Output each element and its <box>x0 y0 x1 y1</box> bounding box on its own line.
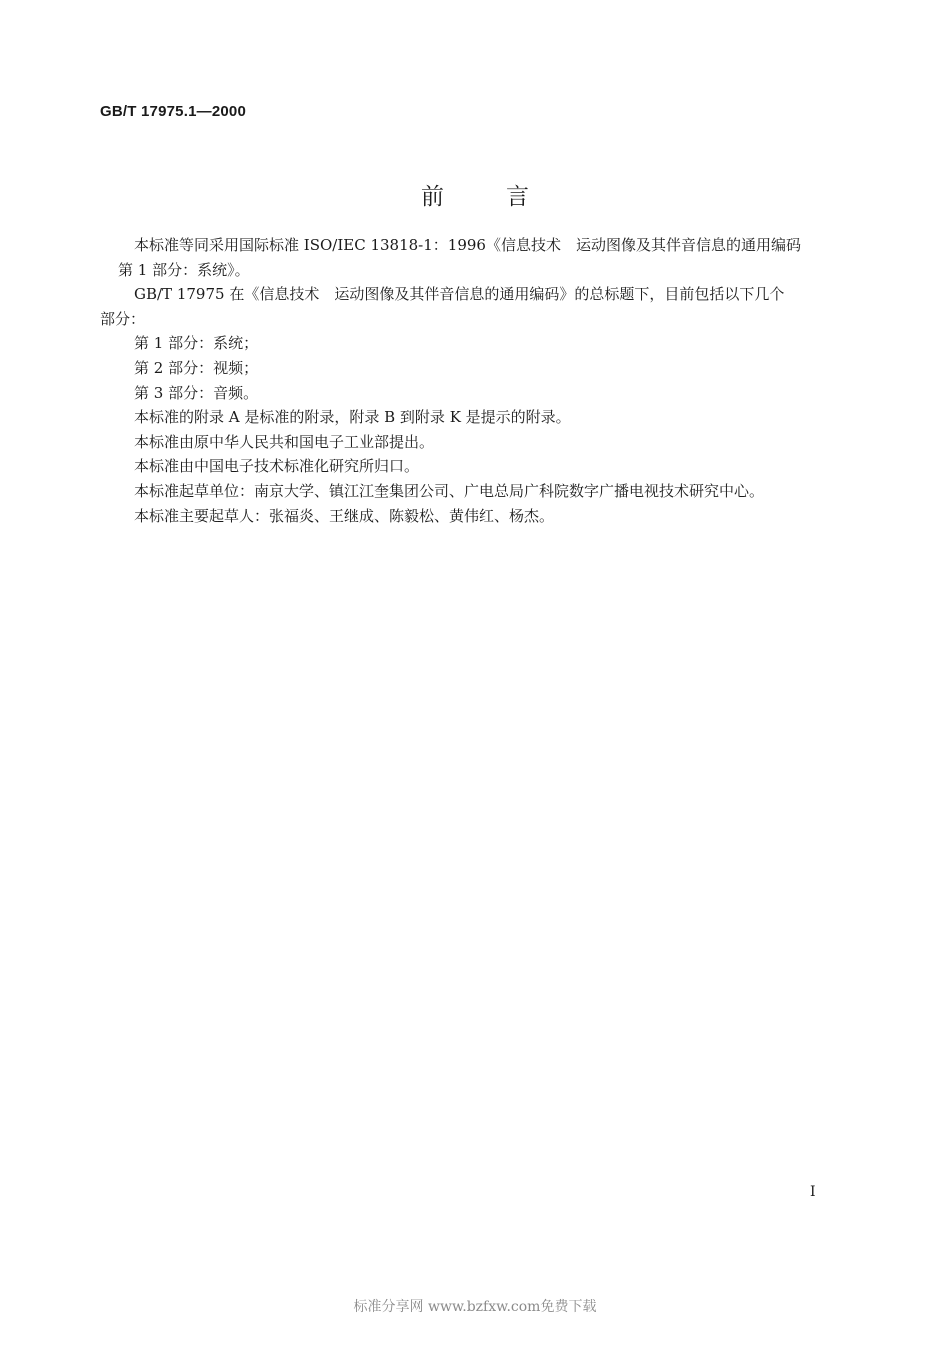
foreword-body <box>100 233 840 528</box>
paragraph-drafting-units: 本标准起草单位：南京大学、镇江江奎集团公司、广电总局广科院数字广播电视技术研究中心。 <box>134 481 765 500</box>
paragraph-adoption <box>100 233 840 282</box>
paragraph-adoption-line2: 第 1 部分：系统》。 <box>118 260 250 279</box>
paragraph-annexes: 本标准的附录 A 是标准的附录，附录 B 到附录 K 是提示的附录。 <box>134 408 571 427</box>
page-title: 前言 <box>421 184 591 210</box>
paragraph-adoption-line1: 本标准等同采用国际标准 ISO/IEC 13818-1：1996《信息技术 运动图像及其伴音信息的通用编码 <box>134 236 801 254</box>
paragraph-series-line2: 部分： <box>100 309 146 328</box>
paragraph-series-line1: GB/T 17975 在《信息技术 运动图像及其伴音信息的通用编码》的总标题下，目前包括以下几个 <box>134 285 785 304</box>
page-number: I <box>810 1184 816 1200</box>
paragraph-proposer: 本标准由原中华人民共和国电子工业部提出。 <box>134 432 435 451</box>
paragraph-administrator: 本标准由中国电子技术标准化研究所归口。 <box>134 457 420 476</box>
paragraph-series <box>100 282 840 331</box>
paragraph-drafters: 本标准主要起草人：张福炎、王继成、陈毅松、黄伟红、杨杰。 <box>134 506 555 525</box>
part-2-item: 第 2 部分：视频； <box>134 358 259 377</box>
part-3-item: 第 3 部分：音频。 <box>134 383 259 402</box>
standard-code: GB/T 17975.1—2000 <box>100 103 246 120</box>
footer-watermark: 标准分享网 www.bzfxw.com免费下载 <box>353 1299 597 1315</box>
part-1-item: 第 1 部分：系统； <box>134 334 259 353</box>
